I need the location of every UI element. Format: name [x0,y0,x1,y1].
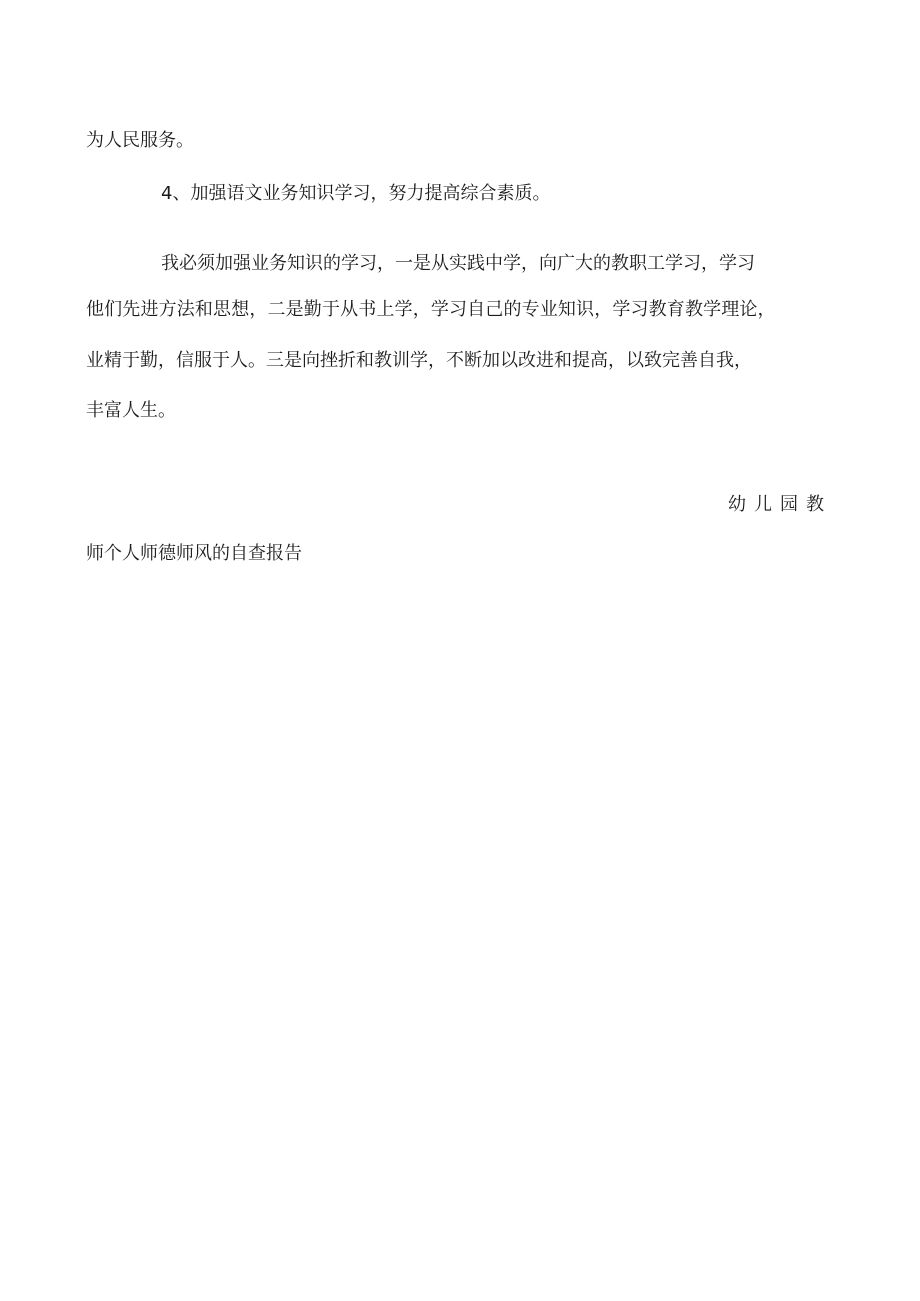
paragraph-line-3: 我必须加强业务知识的学习，一是从实践中学，向广大的教职工学习，学习 [161,253,755,274]
paragraph-line-6: 丰富人生。 [86,400,176,421]
paragraph-line-5: 业精于勤，信服于人。三是向挫折和教训学，不断加以改进和提高，以致完善自我， [86,350,752,371]
section-heading-4: 4、加强语文业务知识学习，努力提高综合素质。 [161,183,551,204]
paragraph-line-1: 为人民服务。 [86,130,194,151]
signature-line-2: 师个人师德师风的自查报告 [86,543,302,564]
paragraph-line-4: 他们先进方法和思想，二是勤于从书上学，学习自己的专业知识，学习教育教学理论， [86,299,776,320]
signature-line-1: 幼儿园教 [728,494,832,515]
